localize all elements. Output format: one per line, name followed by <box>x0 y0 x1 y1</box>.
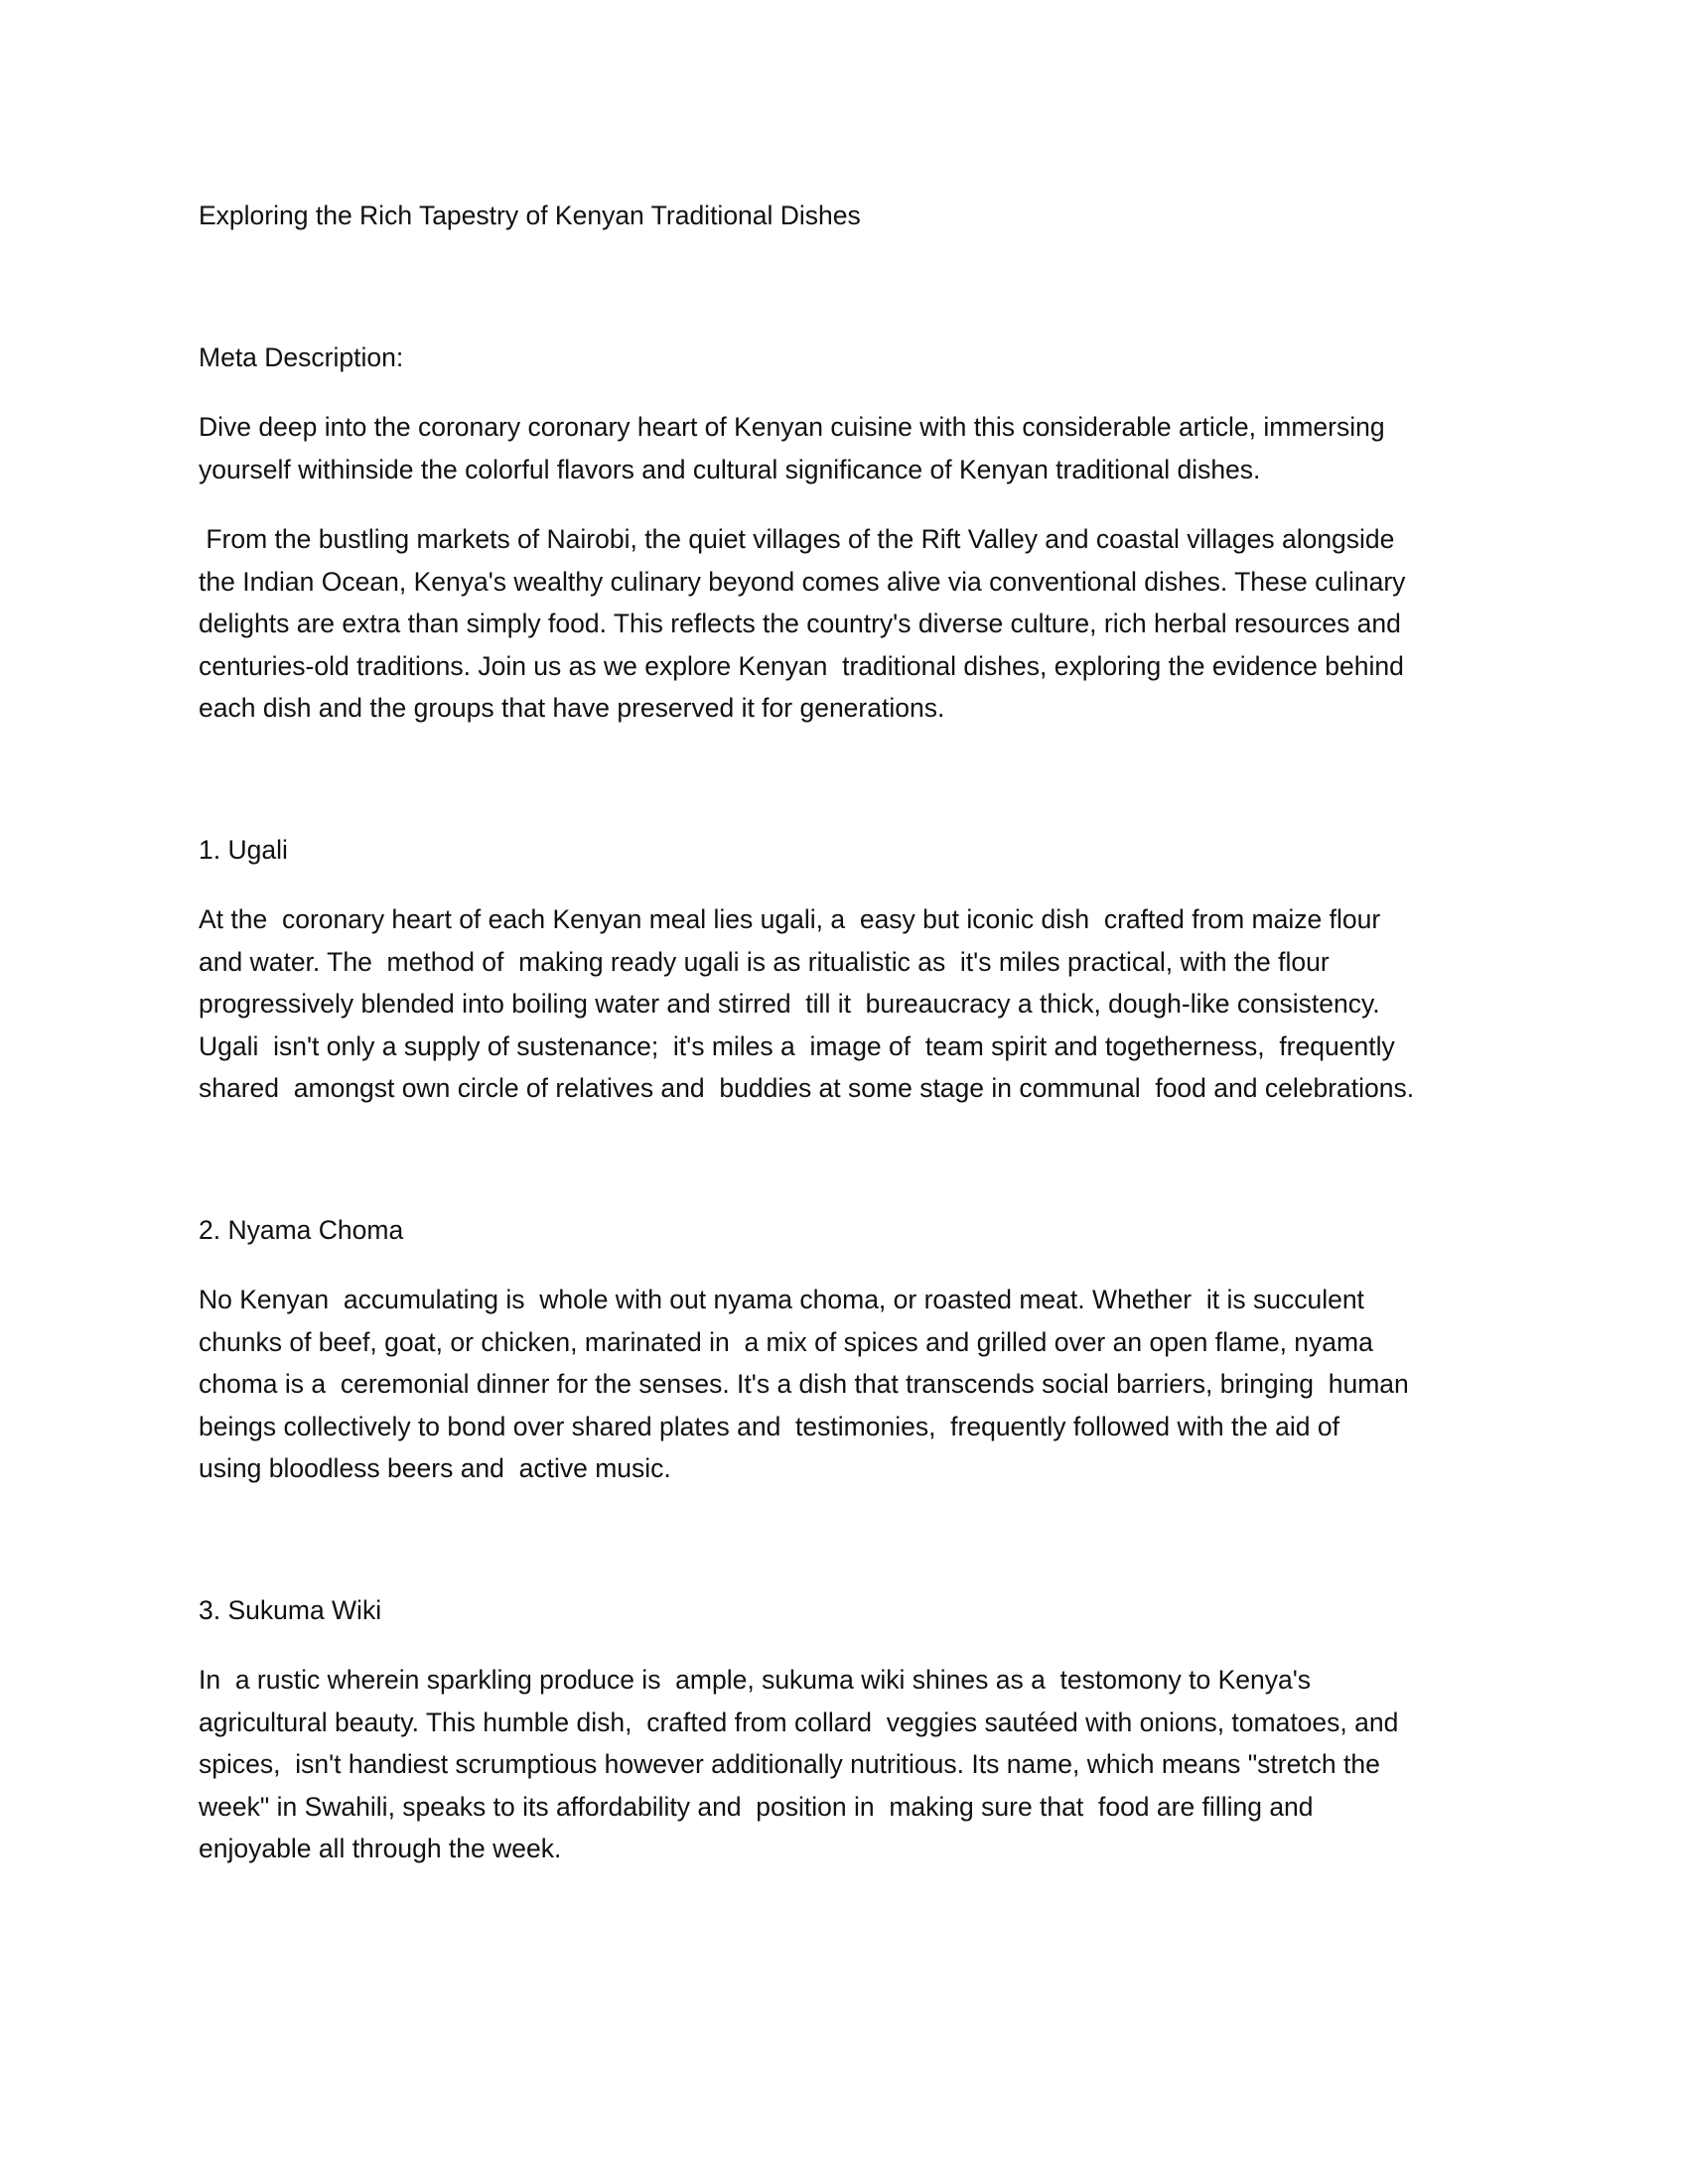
text-line: beings collectively to bond over shared plates and testimonies, frequently followed with the aid of <box>199 1411 1339 1441</box>
document-page <box>199 195 1489 1970</box>
text-line: No Kenyan accumulating is whole with out nyama choma, or roasted meat. Whether it is succulent <box>199 1285 1364 1314</box>
intro-paragraph <box>199 518 1489 730</box>
text-line: Dive deep into the coronary coronary heart of Kenyan cuisine with this considerable article, immersing <box>199 412 1385 442</box>
section-body-ugali <box>199 898 1489 1110</box>
text-line: At the coronary heart of each Kenyan meal lies ugali, a easy but iconic dish crafted from maize flour <box>199 904 1381 934</box>
meta-description-label: Meta Description: <box>199 341 404 372</box>
text-line: yourself withinside the colorful flavors and cultural significance of Kenyan traditional dishes. <box>199 454 1261 484</box>
document-title: Exploring the Rich Tapestry of Kenyan Traditional Dishes <box>199 201 861 230</box>
section-heading-sukuma-wiki: 3. Sukuma Wiki <box>199 1594 382 1625</box>
meta-description-paragraph <box>199 406 1489 490</box>
text-line: progressively blended into boiling water and stirred till it bureaucracy a thick, dough-like consistency. <box>199 989 1380 1019</box>
text-line: and water. The method of making ready ugali is as ritualistic as it's miles practical, with the flour <box>199 946 1330 977</box>
text-line: the Indian Ocean, Kenya's wealthy culinary beyond comes alive via conventional dishes. These culinary <box>199 566 1406 597</box>
text-line: week" in Swahili, speaks to its affordability and position in making sure that food are filling and <box>199 1791 1314 1822</box>
text-line: choma is a ceremonial dinner for the senses. It's a dish that transcends social barriers, bringing human <box>199 1369 1409 1399</box>
text-line: chunks of beef, goat, or chicken, marinated in a mix of spices and grilled over an open flame, nyama <box>199 1326 1373 1357</box>
text-line: spices, isn't handiest scrumptious however additionally nutritious. Its name, which means "stretch the <box>199 1749 1380 1779</box>
text-line: From the bustling markets of Nairobi, the quiet villages of the Rift Valley and coastal villages alongside <box>199 524 1395 554</box>
text-line: each dish and the groups that have preserved it for generations. <box>199 693 945 723</box>
text-line: agricultural beauty. This humble dish, crafted from collard veggies sautéed with onions, tomatoes, and <box>199 1706 1399 1737</box>
section-body-nyama-choma <box>199 1279 1489 1490</box>
section-heading-nyama-choma: 2. Nyama Choma <box>199 1214 404 1245</box>
text-line: centuries-old traditions. Join us as we explore Kenyan traditional dishes, exploring the evidence behind <box>199 650 1404 681</box>
section-heading-ugali: 1. Ugali <box>199 834 288 865</box>
text-line: shared amongst own circle of relatives and buddies at some stage in communal food and celebrations. <box>199 1073 1415 1103</box>
section-body-sukuma-wiki <box>199 1659 1489 1870</box>
text-line: In a rustic wherein sparkling produce is ample, sukuma wiki shines as a testomony to Kenya's <box>199 1665 1312 1695</box>
text-line: enjoyable all through the week. <box>199 1834 562 1863</box>
text-line: Ugali isn't only a supply of sustenance; it's miles a image of team spirit and togetherness, frequently <box>199 1030 1395 1061</box>
text-line: using bloodless beers and active music. <box>199 1453 671 1483</box>
text-line: delights are extra than simply food. This reflects the country's diverse culture, rich herbal resources and <box>199 609 1401 638</box>
